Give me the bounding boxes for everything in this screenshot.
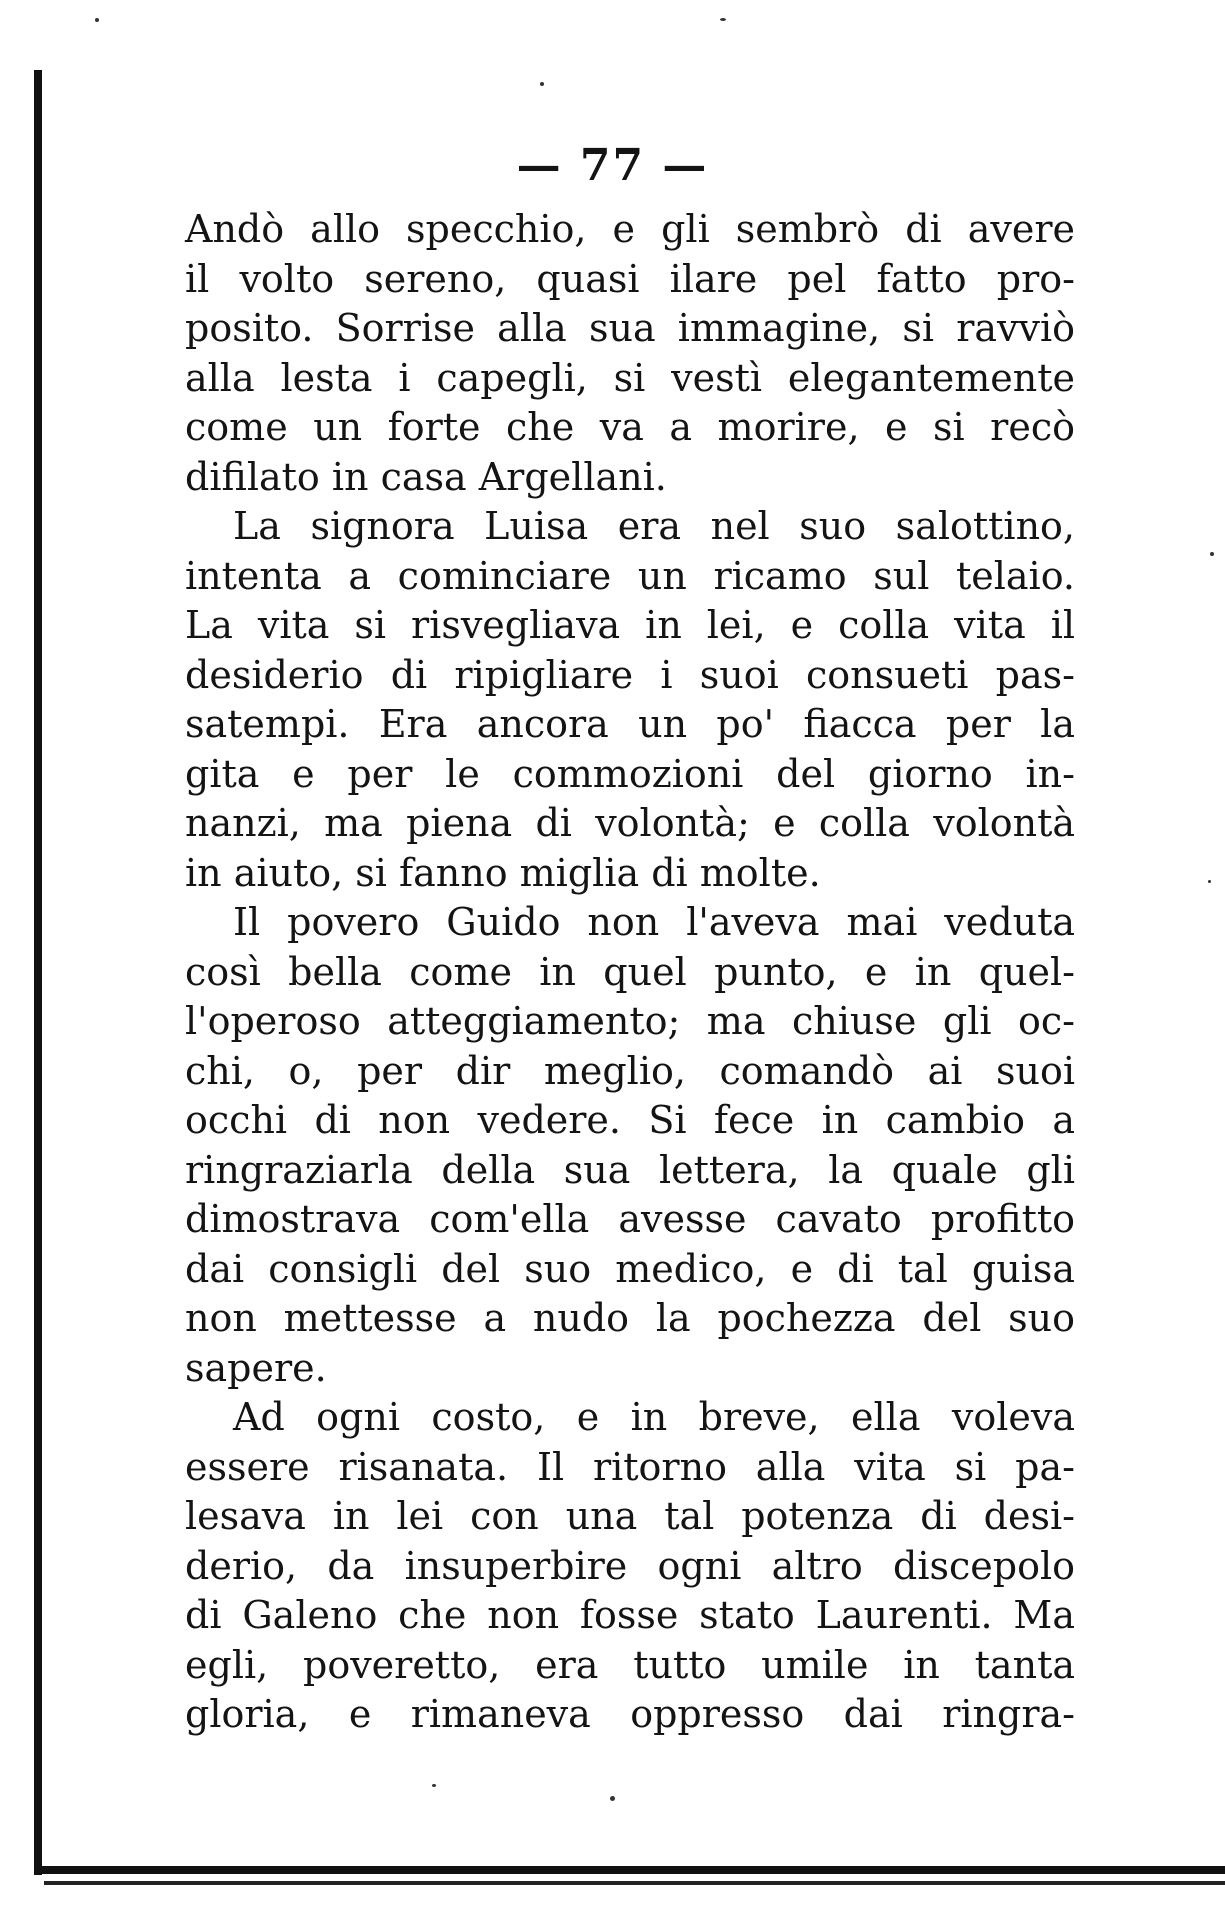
- text-line: desiderio di ripigliare i suoi consueti pas-: [185, 652, 1075, 697]
- text-line: di Galeno che non fosse stato Laurenti. Ma: [185, 1593, 1075, 1637]
- text-line: il volto sereno, quasi ilare pel fatto pro-: [185, 256, 1075, 301]
- text-line: in aiuto, si fanno miglia di molte.: [185, 850, 821, 895]
- text-line: dimostrava com'ella avesse cavato profitto: [185, 1197, 1075, 1241]
- text-line: come un forte che va a morire, e si recò: [185, 405, 1075, 449]
- text-line: lesava in lei con una tal potenza di desi-: [185, 1494, 1075, 1538]
- page-bottom-edge: [34, 1866, 1225, 1874]
- text-line: alla lesta i capegli, si vestì elegantemente: [185, 355, 1075, 400]
- page-binding-edge: [34, 70, 42, 1875]
- text-line: satempi. Era ancora un po' fiacca per la: [185, 702, 1075, 746]
- text-line: difilato in casa Argellani.: [185, 454, 667, 499]
- text-line: Ad ogni costo, e in breve, ella voleva: [233, 1395, 1075, 1439]
- text-line: intenta a cominciare un ricamo sul telaio.: [185, 553, 1075, 598]
- text-line: Andò allo specchio, e gli sembrò di avere: [185, 207, 1075, 251]
- print-speck: [720, 18, 726, 21]
- print-speck: [1208, 880, 1211, 883]
- text-line: derio, da insuperbire ogni altro discepolo: [185, 1543, 1075, 1588]
- text-line: non mettesse a nudo la pochezza del suo: [185, 1296, 1075, 1340]
- page-bottom-edge-shadow: [44, 1881, 1225, 1885]
- text-line: gita e per le commozioni del giorno in-: [185, 751, 1075, 796]
- text-line: così bella come in quel punto, e in quel-: [185, 949, 1075, 994]
- print-speck: [540, 82, 544, 86]
- text-line: sapere.: [185, 1345, 327, 1390]
- text-line: La signora Luisa era nel suo salottino,: [233, 504, 1075, 548]
- text-line: dai consigli del suo medico, e di tal guisa: [185, 1246, 1075, 1291]
- text-line: occhi di non vedere. Si fece in cambio a: [185, 1098, 1075, 1142]
- text-line: posito. Sorrise alla sua immagine, si ravviò: [185, 306, 1075, 350]
- print-speck: [95, 18, 99, 22]
- text-line: egli, poveretto, era tutto umile in tanta: [185, 1642, 1075, 1687]
- text-line: essere risanata. Il ritorno alla vita si pa-: [185, 1444, 1075, 1489]
- print-speck: [1210, 552, 1214, 556]
- text-line: Il povero Guido non l'aveva mai veduta: [233, 900, 1075, 944]
- body-text: [185, 205, 1075, 1740]
- text-line: La vita si risvegliava in lei, e colla vita il: [185, 603, 1075, 647]
- text-line: nanzi, ma piena di volontà; e colla volontà: [185, 801, 1075, 845]
- print-speck: [610, 1796, 615, 1801]
- page-number: — 77 —: [516, 140, 709, 191]
- text-line: ringraziarla della sua lettera, la quale gli: [185, 1147, 1075, 1192]
- print-speck: [432, 1784, 436, 1787]
- text-line: gloria, e rimaneva oppresso dai ringra-: [185, 1692, 1075, 1736]
- text-line: chi, o, per dir meglio, comandò ai suoi: [185, 1048, 1075, 1093]
- text-line: l'operoso atteggiamento; ma chiuse gli oc-: [185, 999, 1075, 1043]
